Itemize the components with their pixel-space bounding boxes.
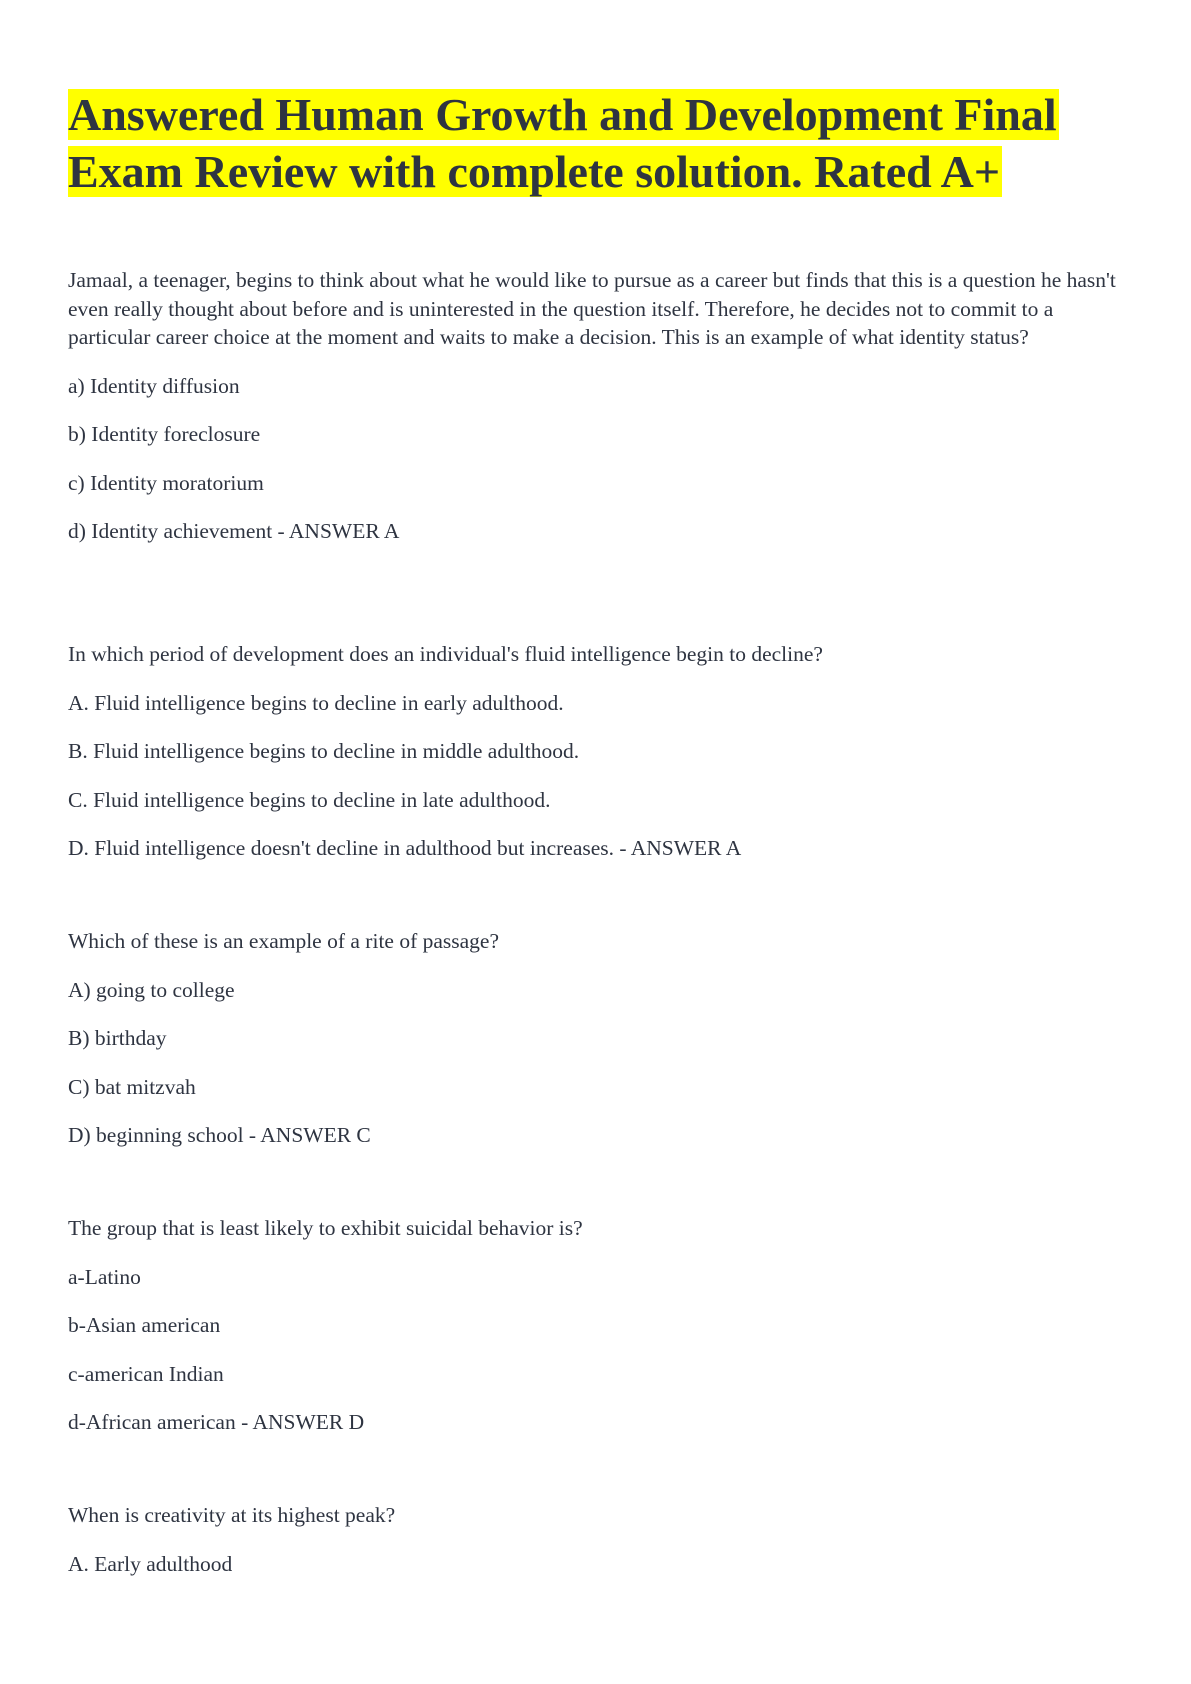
answer-option: C. Fluid intelligence begins to decline in late adulthood. (68, 787, 551, 812)
question-text: Jamaal, a teenager, begins to think about what he would like to pursue as a career but finds that this is a question he hasn't even really thought about before and is uninterested in the question itself. Therefore, he decides not to commit to a particular career choice at the moment and waits to make a decision. This is an example of what identity status? (68, 268, 1116, 349)
question-block-2 (68, 640, 1128, 863)
question-text: When is creativity at its highest peak? (68, 1503, 396, 1527)
question-text: The group that is least likely to exhibit suicidal behavior is? (68, 1216, 583, 1240)
answer-option: b) Identity foreclosure (68, 422, 261, 446)
answer-option: A. Fluid intelligence begins to decline in early adulthood. (68, 690, 564, 715)
title-highlight: Answered Human Growth and Development Final Exam Review with complete solution. Rated A+ (68, 89, 1057, 197)
answer-option: A. Early adulthood (68, 1551, 233, 1576)
answer-option: c-american Indian (68, 1361, 224, 1386)
answer-option: B. Fluid intelligence begins to decline in middle adulthood. (68, 739, 580, 763)
question-block-5 (68, 1501, 1128, 1578)
question-text: Which of these is an example of a rite of passage? (68, 929, 500, 953)
question-block-1 (68, 266, 1128, 546)
answer-option: b-Asian american (68, 1313, 221, 1337)
answer-option: A) going to college (68, 977, 235, 1002)
document-title (68, 86, 1128, 200)
answer-option: d-African american - ANSWER D (68, 1410, 365, 1434)
answer-option: d) Identity achievement - ANSWER A (68, 519, 400, 543)
question-block-3 (68, 927, 1128, 1150)
question-text: In which period of development does an individual's fluid intelligence begin to decline? (68, 642, 823, 666)
answer-option: B) birthday (68, 1026, 167, 1050)
answer-option: a) Identity diffusion (68, 373, 240, 398)
answer-option: c) Identity moratorium (68, 470, 264, 495)
answer-option: D. Fluid intelligence doesn't decline in adulthood but increases. - ANSWER A (68, 836, 742, 860)
answer-option: D) beginning school - ANSWER C (68, 1123, 371, 1147)
document-page (68, 86, 1128, 200)
question-block-4 (68, 1214, 1128, 1437)
answer-option: C) bat mitzvah (68, 1074, 196, 1099)
answer-option: a-Latino (68, 1264, 141, 1289)
